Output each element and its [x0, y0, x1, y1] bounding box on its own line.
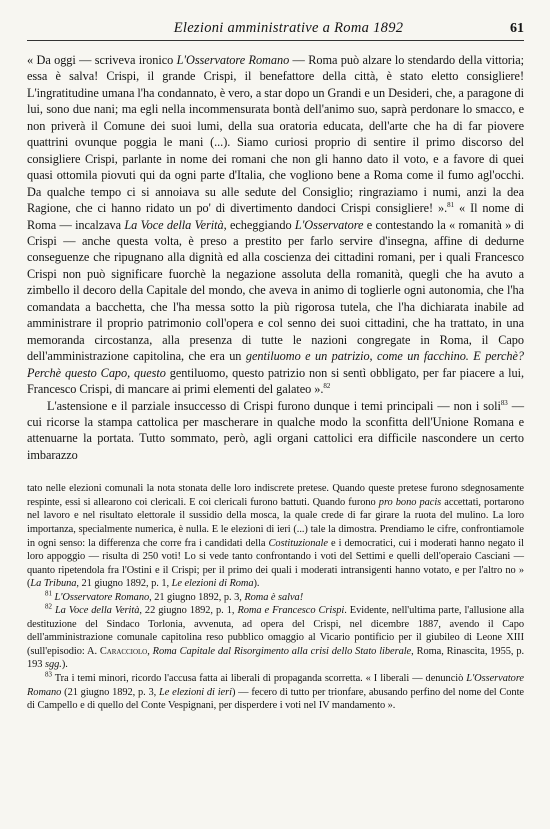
emphasis-text: gentiluomo e un patrizio, come un facchino. E perchè? Perchè questo Capo, questo	[27, 349, 525, 380]
footnote-82	[27, 604, 524, 672]
running-title: Elezioni amministrative a Roma 1892	[173, 20, 404, 36]
newspaper-title: L'Osservatore Romano	[27, 672, 524, 698]
text-run: Tra i temi minori, ricordo l'accusa fatta ai liberali di propaganda scorretta. « I liberali — denunciò	[51, 672, 467, 684]
footnotes	[27, 482, 524, 712]
text-run: (21 giugno 1892, p. 3,	[61, 686, 160, 698]
text-run: ).	[253, 578, 260, 590]
page-number: 61	[510, 21, 524, 36]
text-run: , 21 giugno 1892, p. 3,	[149, 591, 245, 603]
latin-phrase: pro bono pacis	[378, 496, 442, 508]
article-title: Roma e Francesco Crispi	[237, 605, 345, 617]
newspaper-title: La Voce della Verità	[124, 217, 224, 232]
text-run: « Da oggi — scriveva ironico	[27, 53, 177, 67]
footnote-ref-83[interactable]: 83	[500, 398, 508, 407]
text-run: ,	[147, 645, 153, 657]
footnote-81	[27, 591, 524, 605]
paragraph-2	[27, 398, 524, 464]
text-run: , Roma, Rinascita, 1955, p. 193	[27, 645, 525, 671]
text-run: « Il nome di Roma — incalzava	[27, 201, 524, 232]
text-run: accettati, portarono nel lavoro e nel risultato elettorale il sussidio della mosca, la quale crede di far girare la ruota del mulino. La loro importanza, specialmente numerica, è nulla. E le elezioni di ieri (...) tale la dimostra. Prendiamo le cifre, confrontiamole in ogni senso: la differenza che corre fra i candidati della	[27, 496, 524, 549]
abbreviation: sgg.	[44, 659, 62, 671]
running-header	[27, 0, 524, 41]
article-title: Le elezioni di Roma	[171, 578, 254, 590]
footnote-number: 83	[45, 670, 52, 679]
newspaper-title: La Voce della Verità	[54, 605, 140, 617]
footnote-83	[27, 672, 524, 713]
footnote-ref-82[interactable]: 82	[323, 381, 331, 390]
text-run: . Evidente, nell'ultima parte, l'allusione alla destituzione del Sindaco Torlonia, avvenuta, ad opera del Crispi, nel dicembre 1887, avendo il Capo dell'amministrazione comunale capitolina reso pubblico omaggio al Vicario pontificio per il giubileo di Leone XIII (sull'episodio: A.	[27, 605, 525, 657]
newspaper-title: L'Osservatore Romano	[54, 591, 150, 603]
book-title: Roma Capitale dal Risorgimento alla crisi dello Stato liberale	[152, 645, 412, 657]
footnote-ref-81[interactable]: 81	[447, 200, 455, 209]
footnote-number: 81	[45, 589, 52, 598]
party-name: Costituzionale	[268, 537, 328, 549]
text-run: , 22 giugno 1892, p. 1,	[139, 605, 238, 617]
footnote-number: 82	[45, 602, 52, 611]
article-title: Le elezioni di ieri	[159, 686, 232, 698]
text-run: ) — fecero di tutto per trionfare, abusando perfino del nome del Conte di Campello e di quello del Conte Vespignani, per disperdere i voti nel IV mandamento ».	[27, 686, 524, 712]
newspaper-title: La Tribuna	[30, 578, 77, 590]
newspaper-title: L'Osservatore	[294, 217, 364, 232]
text-run: e i democratici, cui i moderati hanno negato il loro appoggio — risulta di 250 voti! Lo si vede tanto confrontando i voti del Settimi e quelli dell'operaio Casciani — quanto ripetendola fra l'Ostini e il Crispi; per il primo dei quali i moderati intransigenti hanno votato, e per l'altro no » (	[27, 537, 524, 590]
text-run: , 21 giugno 1892, p. 1,	[76, 578, 172, 590]
main-text	[27, 52, 524, 463]
paragraph-1	[27, 52, 524, 398]
newspaper-title: L'Osservatore Romano	[176, 53, 290, 67]
text-run: ).	[61, 659, 68, 671]
text-run: , echeggiando	[223, 217, 295, 232]
text-run: — cui ricorse la stampa cattolica per mascherare in qualche modo la sconfitta dell'Unione Romana e attenuarne la portata. Tutto sommato, però, agli organi cattolici era difficile nascondere un certo imbarazzo	[27, 398, 524, 462]
article-title: Roma è salva!	[244, 591, 304, 603]
text-run: gentiluomo, questo patrizio non si sentì obbligato, per far piacere a lui, Francesco Crispi, di mancare ai primi elementi del galateo ».	[27, 365, 524, 397]
text-run: L'astensione e il parziale insuccesso di Crispi furono dunque i temi principali — non i soli	[47, 398, 501, 413]
text-run: e contestando la « romanità » di Crispi — anche questa volta, è preso a prestito per farlo servire d'insegna, affine di dedurne conseguenze che ripugnano alla dignità ed alla coscienza dei cittadini romani, per i quali Francesco Crispi non può significare fuorchè la negazione assoluta della romanità, quegli che ha avuto a zimbello il decoro della Capitale del mondo, che aveva in animo di toglierle ogni autonomia, che l'ha comandata a bacchetta, che l'ha messa sotto la più rigorosa tutela, che l'ha dichiarata inabile ad amministrare il proprio patrimonio coll'opera e col senno dei suoi cittadini, che ha trattato, in una memoranda circostanza, alla presenza di tutte le nazioni congregate in Roma, il Capo dell'amministrazione capitolina, che era un	[27, 217, 524, 364]
author-name: Caracciolo	[99, 645, 148, 657]
text-run: — Roma può alzare lo stendardo della vittoria; essa è salva! Crispi, il grande Crispi, il benefattore della città, è stato eletto consigliere! L'ingratitudine umana l'ha condannato, è vero, a star dopo un Grandi e un Desideri, che, a paragone di lui, sono due nani; ma egli nella incommensurata bontà dell'animo suo, saprà perdonare lo smacco, e non priverà il Comune dei suoi lumi, della sua oratoria educata, dell'arte che ha di far piovere quattrini ovunque poggia le mani (...). Siamo curiosi proprio di sentire il primo discorso del consigliere Crispi, parlante in nome dei romani che non gli hanno dato il voto, e a favore di quei quasi ottomila piovuti qui da ogni parte d'Italia, che vogliono bene a Roma come il fumo agl'occhi. Da qualche tempo ci si annoiava su alle sedute del Consiglio; ringraziamo i numi, anzi la dea Ragione, che ci hanno ridato un po' di divertimento dandoci Crispi consigliere! ».	[27, 53, 524, 216]
footnote-continuation	[27, 482, 524, 590]
text-run: tato nelle elezioni comunali la nota stonata delle loro indiscrete pretese. Quando queste pretese furono sdegnosamente respinte, essi si allearono coi clericali. E coi clericali furono battuti. Quando furono	[27, 483, 524, 508]
